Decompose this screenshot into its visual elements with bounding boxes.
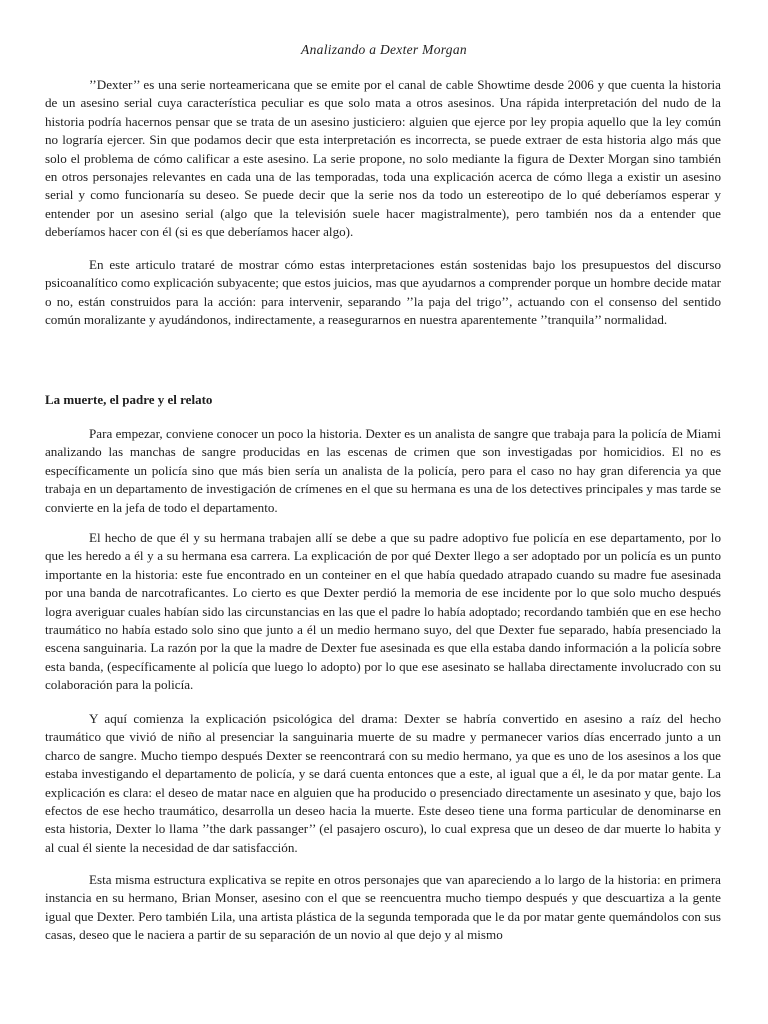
paragraph-text: ’’Dexter’’ es una serie norteamericana que se emite por el canal de cable Showtime desde 2006 y que cuenta la historia de un asesino serial cuya característica peculiar es que solo mata a otros asesinos. Una rápida interpretación del nudo de la historia podría hacernos pensar que se trata de un asesino justiciero: alguien que ejerce por ley propia aquello que la ley común no lograría ejercer. Sin que podamos decir que esta interpretación es incorrecta, se puede extraer de esta historia algo más que solo el problema de cómo calificar a este asesino. La serie propone, no solo mediante la figura de Dexter Morgan sino también en otros personajes relevantes en cada una de las temporadas, toda una explicación acerca de cómo llega a existir un asesino serial y como funcionaría su deseo. Se puede decir que la serie nos da todo un estereotipo de lo qué deberíamos esperar y entender por un asesino serial (algo que la televisión suele hacer magistralmente), pero también nos da a entender que deberíamos hacer con él (si es que deberíamos hacer algo). (45, 77, 721, 240)
paragraph-text: Y aquí comienza la explicación psicológica del drama: Dexter se habría convertido en asesino a raíz del hecho traumático que vivió de niño al presenciar la sanguinaria muerte de su madre y permanecer varios días encerrado junto a un charco de sangre. Mucho tiempo después Dexter se reencontrará con su medio hermano, ya que es uno de los asesinos a los que estaba investigando el departamento de policía, y se dará cuenta entonces que a este, al igual que a él, le da por matar gente. La explicación es clara: el deseo de matar nace en alguien que ha producido o presenciado directamente un asesinato y que, bajo los efectos de ese hecho traumático, desarrolla un deseo hacia la muerte. Este deseo tiene una forma particular de denominarse en esta historia, Dexter lo llama ’’the dark passanger’’ (el pasajero oscuro), lo cual expresa que un deseo de dar muerte lo habita y al cual él siente la necesidad de dar satisfacción. (45, 711, 721, 855)
intro-paragraph-2 (45, 256, 721, 330)
document-title: Analizando a Dexter Morgan (301, 42, 467, 57)
paragraph-text: El hecho de que él y su hermana trabajen allí se debe a que su padre adoptivo fue policía en ese departamento, por lo que les heredo a él y a su hermana esa carrera. La explicación de por qué Dexter llego a ser adoptado por un policía es un punto importante en la historia: este fue encontrado en un conteiner en el que había quedado atrapado cuando su madre fue asesinada por una banda de narcotraficantes. Lo cierto es que Dexter perdió la memoria de ese incidente por lo que solo mucho después logra averiguar cuales habían sido las circunstancias en las que el padre lo había adoptado; recordando también que en ese hecho traumático no había estado solo sino que junto a él un medio hermano suyo, del que Dexter fue separado, había presenciado la escena sanguinaria. La razón por la que la madre de Dexter fue asesinada es que ella estaba dando información a la policía sobre esta banda, (específicamente al policía que luego lo adopto) por lo que ese asesinato se hallaba directamente involucrado con su colaboración para la policía. (45, 530, 721, 693)
intro-paragraph-1 (45, 76, 721, 242)
section-paragraph-4 (45, 871, 721, 945)
section-heading: La muerte, el padre y el relato (45, 392, 213, 407)
section-paragraph-1 (45, 425, 721, 517)
paragraph-text: En este articulo trataré de mostrar cómo estas interpretaciones están sostenidas bajo los presupuestos del discurso psicoanalítico como explicación subyacente; que estos juicios, mas que ayudarnos a comprender porque un hombre decide matar o no, están construidos para la acción: para intervenir, separando ’’la paja del trigo’’, actuando con el consenso del sentido común moralizante y ayudándonos, indirectamente, a reasegurarnos en nuestra aparentemente ’’tranquila’’ normalidad. (45, 257, 721, 328)
paragraph-text: Para empezar, conviene conocer un poco la historia. Dexter es un analista de sangre que trabaja para la policía de Miami analizando las manchas de sangre producidas en las escenas de crimen que son investigadas por homicidios. El no es específicamente un policía sino que más bien sería un analista de la policía, pero para el caso no hay gran diferencia ya que trabaja en un departamento de investigación de crímenes en el que su hermana es una de los detectives principales y mas tarde se convierte en la jefa de todo el departamento. (45, 426, 721, 515)
section-paragraph-3 (45, 710, 721, 857)
paragraph-text: Esta misma estructura explicativa se repite en otros personajes que van apareciendo a lo largo de la historia: en primera instancia en su hermano, Brian Monser, asesino con el que se reencuentra mucho tiempo después y que descuartiza a la gente igual que Dexter. Pero también Lila, una artista plástica de la segunda temporada que le da por matar gente quemándolos con sus casas, deseo que le naciera a partir de su separación de un novio al que dejo y al mismo (45, 872, 721, 943)
section-paragraph-2 (45, 529, 721, 695)
